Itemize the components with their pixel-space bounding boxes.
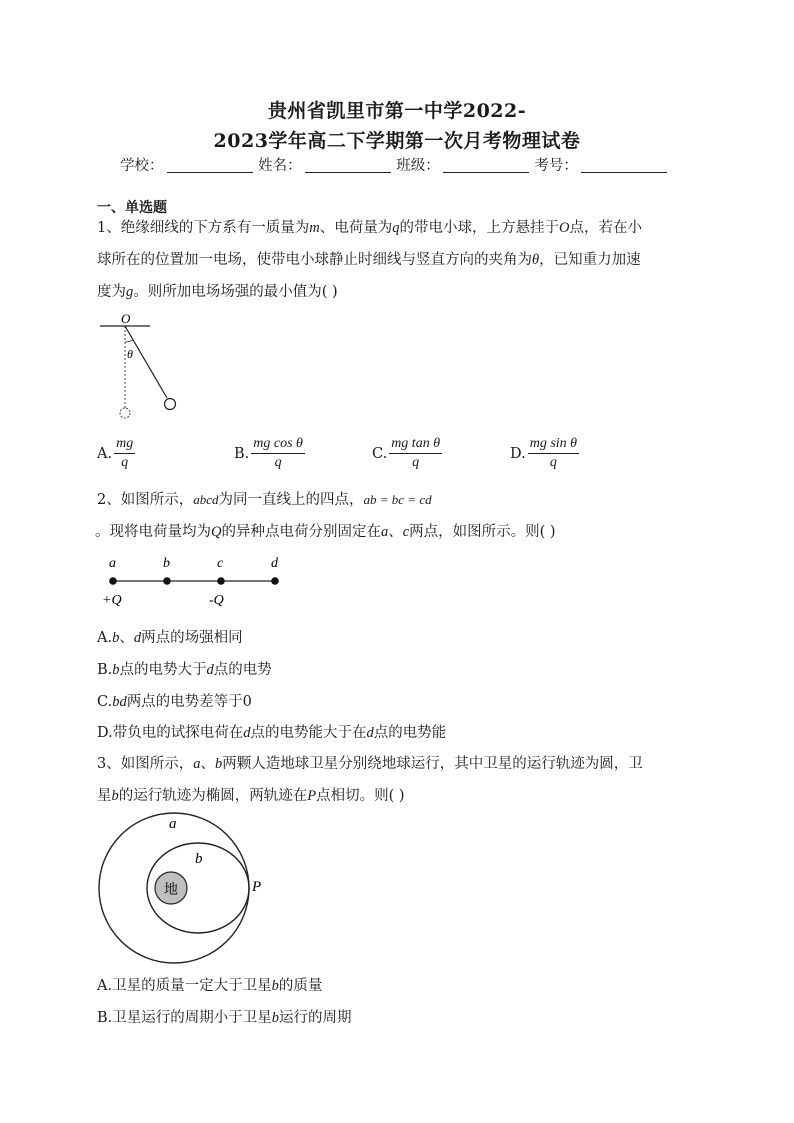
exam-title-line1: 贵州省凯里市第一中学2022- — [267, 100, 527, 122]
orbit-a-label: a — [169, 816, 177, 832]
earth-label: 地 — [164, 882, 178, 898]
section-title: 一、单选题 — [97, 200, 167, 216]
angle-arc — [125, 340, 133, 342]
q1-option-b-fraction: $\frac{\text{mg cos θ}}{q}$ — [253, 436, 303, 471]
q1-option-b[interactable]: B. $\frac{\text{mg cos θ}}{q}$ — [234, 436, 303, 471]
label-a: a — [109, 556, 116, 571]
q3-line1: 3、如图所示，a、b两颗人造地球卫星分别绕地球运行，其中卫星的运行轨迹为圆，卫 — [97, 756, 643, 772]
charge-minus-q-label: -Q — [209, 593, 224, 608]
exam-title-line2: 2023学年高二下学期第一次月考物理试卷 — [213, 130, 581, 152]
q1-line1: 1、绝缘细线的下方系有一质量为m、电荷量为q的带电小球，上方悬挂于O点，若在小 — [97, 220, 642, 236]
orbit-b-label: b — [195, 851, 203, 867]
charges-line-figure — [97, 550, 297, 610]
student-info-row — [120, 154, 668, 175]
q1-option-c-fraction: $\frac{\text{mg tan θ}}{q}$ — [391, 436, 441, 471]
q1-option-a[interactable]: A. $\frac{mg}{q}$ — [97, 436, 134, 471]
q3-option-b[interactable]: B.卫星运行的周期小于卫星b运行的周期 — [97, 1010, 352, 1026]
q2-option-b[interactable]: B.b点的电势大于d点的电势 — [97, 662, 272, 678]
label-d: d — [271, 556, 278, 571]
point-a — [109, 577, 117, 585]
q2-option-a[interactable]: A.b、d两点的场强相同 — [97, 630, 243, 646]
orbit-figure — [94, 810, 280, 966]
rest-position-ball — [120, 408, 130, 418]
charge-plus-q-label: +Q — [102, 593, 122, 608]
q1-option-c[interactable]: C. $\frac{\text{mg tan θ}}{q}$ — [372, 436, 441, 471]
school-blank[interactable] — [167, 158, 253, 173]
school-label: 学校： — [120, 158, 164, 174]
q2-line1: 2、如图所示，abcd为同一直线上的四点，ab = bc = cd — [97, 492, 432, 508]
q1-option-d-fraction: $\frac{\text{mg sin θ}}{q}$ — [529, 436, 578, 471]
q1-line2: 球所在的位置加一电场，使带电小球静止时细线与竖直方向的夹角为θ，已知重力加速 — [97, 252, 641, 268]
q3-line2: 星b的运行轨迹为椭圆，两轨迹在P点相切。则( ) — [97, 788, 405, 804]
point-b — [163, 577, 171, 585]
exam-number-label: 考号： — [534, 158, 578, 174]
angle-theta-label: θ — [127, 347, 133, 361]
charged-ball — [165, 399, 176, 410]
point-c — [217, 577, 225, 585]
q1-line3: 度为g。则所加电场场强的最小值为( ) — [97, 284, 338, 300]
q1-option-a-fraction: $\frac{mg}{q}$ — [116, 436, 134, 471]
q2-line2: 。现将电荷量均为Q的异种点电荷分别固定在a、c两点，如图所示。则( ) — [95, 524, 556, 540]
pendulum-string — [125, 326, 167, 398]
label-c: c — [217, 556, 224, 571]
exam-number-blank[interactable] — [581, 158, 667, 173]
q3-option-a[interactable]: A.卫星的质量一定大于卫星b的质量 — [97, 978, 323, 994]
name-label: 姓名： — [258, 158, 302, 174]
q1-option-d[interactable]: D. $\frac{\text{mg sin θ}}{q}$ — [510, 436, 578, 471]
label-b: b — [163, 556, 170, 571]
tangent-point-label: P — [252, 879, 262, 895]
pendulum-figure — [92, 308, 192, 426]
name-blank[interactable] — [305, 158, 391, 173]
class-label: 班级： — [396, 158, 440, 174]
point-d — [271, 577, 279, 585]
pivot-label: O — [121, 311, 131, 326]
class-blank[interactable] — [443, 158, 529, 173]
q2-option-d[interactable]: D.带负电的试探电荷在d点的电势能大于在d点的电势能 — [97, 725, 447, 741]
q2-option-c[interactable]: C.bd两点的电势差等于0 — [97, 694, 252, 710]
